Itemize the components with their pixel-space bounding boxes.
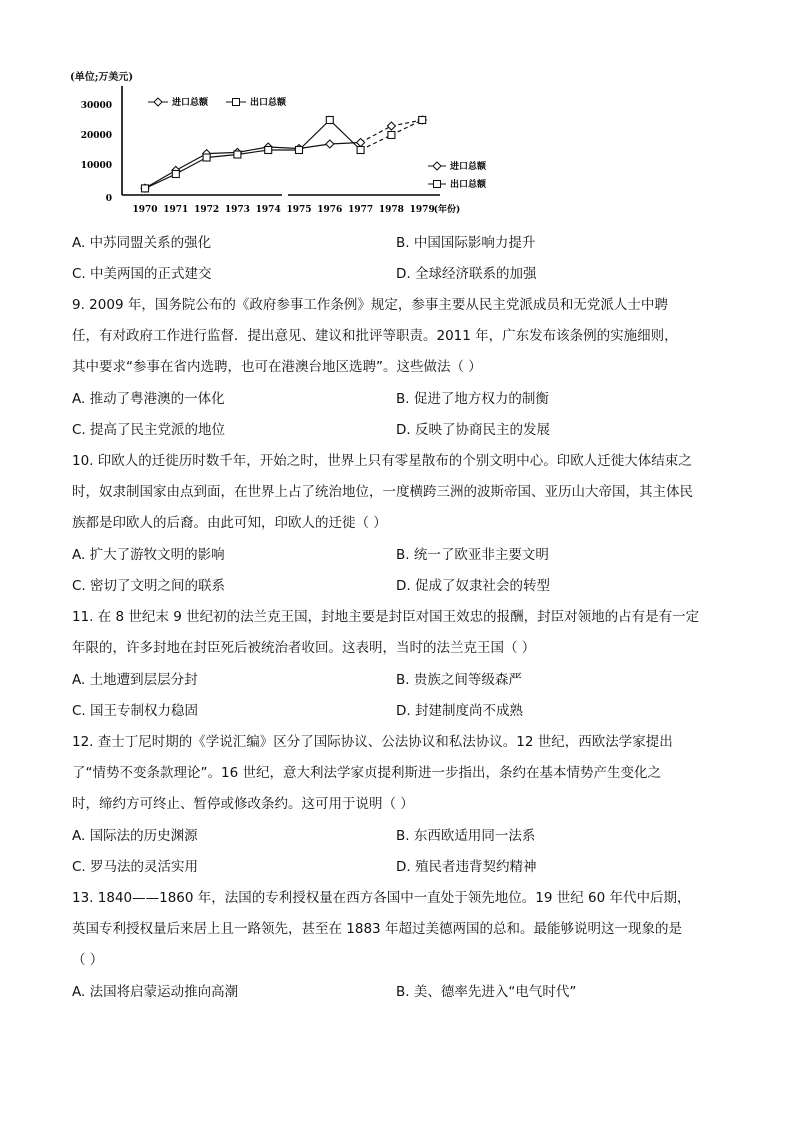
- q10-stem-line-2: 时，奴隶制国家由点到面，在世界上占了统治地位，一度横跨三洲的波斯帝国、亚历山大帝国，其主体民: [72, 484, 693, 500]
- import-data-point: [357, 139, 365, 147]
- x-tick-label: 1974: [255, 205, 281, 215]
- legend-export-marker: [233, 99, 240, 106]
- q8-option-c: C. 中美两国的正式建交: [72, 266, 212, 282]
- legend-right-import: 进口总额: [450, 162, 487, 172]
- series-line-segment: [145, 170, 176, 188]
- series-line-segment: [207, 152, 238, 153]
- export-data-point: [388, 132, 395, 139]
- series-line-segment: [145, 174, 176, 188]
- q10-stem-line-3: 族都是印欧人的后裔。由此可知，印欧人的迁徙（ ）: [72, 515, 387, 531]
- q9-option-c: C. 提高了民主党派的地位: [72, 422, 226, 438]
- q11-option-d: D. 封建制度尚不成熟: [396, 703, 523, 719]
- series-line-segment: [299, 120, 330, 150]
- q11-option-b: B. 贵族之间等级森严: [396, 672, 522, 688]
- x-tick-label: 1972: [194, 205, 220, 215]
- export-data-point: [172, 171, 179, 178]
- export-data-point: [142, 185, 149, 192]
- series-line-segment: [237, 147, 268, 152]
- x-tick-label: 1977: [348, 205, 374, 215]
- series-line-segment: [176, 154, 207, 171]
- x-tick-label: 1970: [132, 205, 158, 215]
- export-data-point: [234, 151, 241, 158]
- q12-stem-line-2: 了“情势不变条款理论”。16 世纪，意大利法学家贞提利斯进一步指出，条约在基本情势产生变化之: [72, 765, 661, 781]
- q8-option-b: B. 中国国际影响力提升: [396, 235, 536, 251]
- import-data-point: [326, 140, 334, 148]
- q11-option-c: C. 国王专制权力稳固: [72, 703, 199, 719]
- q12-option-a: A. 国际法的历史渊源: [72, 828, 198, 844]
- q13-stem-line-1: 13. 1840——1860 年，法国的专利授权量在西方各国中一直处于领先地位。19 世纪 60 年代中后期，: [72, 890, 691, 906]
- legend-right-export: 出口总额: [450, 180, 487, 190]
- series-line-segment: [330, 143, 361, 145]
- x-tick-label: 1979: [409, 205, 435, 215]
- series-line-segment: [176, 158, 207, 175]
- q8-option-d: D. 全球经济联系的加强: [396, 266, 537, 282]
- export-data-point: [357, 147, 364, 154]
- y-tick-label: 0: [105, 194, 112, 204]
- x-tick-label: 1978: [378, 205, 404, 215]
- series-line-segment: [268, 147, 299, 149]
- q12-option-c: C. 罗马法的灵活实用: [72, 859, 199, 875]
- legend-export-marker: [434, 181, 441, 188]
- series-line-segment: [207, 155, 238, 158]
- legend-import-marker: [154, 98, 162, 106]
- q10-stem-line-1: 10. 印欧人的迁徙历时数千年，开始之时，世界上只有零星散布的个别文明中心。印欧人迁徙大体结束之: [72, 453, 692, 469]
- x-tick-label: 1973: [224, 205, 250, 215]
- q12-option-b: B. 东西欧适用同一法系: [396, 828, 536, 844]
- q9-option-d: D. 反映了协商民主的发展: [396, 422, 550, 438]
- legend-top-import: 进口总额: [172, 98, 209, 108]
- q13-stem-line-3: （ ）: [72, 952, 104, 968]
- y-tick-label: 10000: [80, 161, 112, 171]
- chart-unit-label: (单位;万美元): [70, 72, 134, 83]
- q10-option-a: A. 扩大了游牧文明的影响: [72, 547, 225, 563]
- q11-stem-line-2: 年限的，许多封地在封臣死后被统治者收回。这表明，当时的法兰克王国（ ）: [72, 640, 536, 656]
- q9-option-b: B. 促进了地方权力的制衡: [396, 391, 549, 407]
- trade-line-chart: [0, 0, 794, 230]
- export-data-point: [203, 154, 210, 161]
- q8-option-a: A. 中苏同盟关系的强化: [72, 235, 212, 251]
- x-tick-label: 1971: [163, 205, 189, 215]
- export-data-point: [326, 117, 333, 124]
- q9-stem-line-1: 9. 2009 年，国务院公布的《政府参事工作条例》规定，参事主要从民主党派成员和无党派人士中聘: [72, 297, 668, 313]
- q12-option-d: D. 殖民者违背契约精神: [396, 859, 537, 875]
- series-line-segment: [391, 120, 422, 126]
- q12-stem-line-3: 时，缔约方可终止、暂停或修改条约。这可用于说明（ ）: [72, 796, 414, 812]
- q10-option-b: B. 统一了欧亚非主要文明: [396, 547, 549, 563]
- export-data-point: [419, 117, 426, 124]
- import-data-point: [387, 122, 395, 130]
- q10-option-d: D. 促成了奴隶社会的转型: [396, 578, 550, 594]
- q13-stem-line-2: 英国专利授权量后来居上且一路领先，甚至在 1883 年超过美德两国的总和。最能够说明这一现象的是: [72, 921, 682, 937]
- legend-top-export: 出口总额: [250, 98, 287, 108]
- y-tick-label: 20000: [80, 131, 112, 141]
- q9-stem-line-3: 其中要求“参事在省内选聘，也可在港澳台地区选聘”。这些做法（ ）: [72, 359, 482, 375]
- q9-stem-line-2: 任，有对政府工作进行监督．提出意见、建议和批评等职责。2011 年，广东发布该条例的实施细则，: [72, 328, 678, 344]
- q13-option-b: B. 美、德率先进入“电气时代”: [396, 984, 577, 1000]
- export-data-point: [265, 147, 272, 154]
- series-line-segment: [361, 126, 392, 143]
- q12-stem-line-1: 12. 查士丁尼时期的《学说汇编》区分了国际协议、公法协议和私法协议。12 世纪，西欧法学家提出: [72, 734, 673, 750]
- x-tick-label: 1976: [317, 205, 343, 215]
- q9-option-a: A. 推动了粤港澳的一体化: [72, 391, 225, 407]
- series-line-segment: [330, 120, 361, 150]
- q11-stem-line-1: 11. 在 8 世纪末 9 世纪初的法兰克王国，封地主要是封臣对国王效忠的报酬，封臣对领地的占有是有一定: [72, 609, 700, 625]
- legend-import-marker: [433, 162, 441, 170]
- x-tick-label: 1975: [286, 205, 312, 215]
- x-axis-suffix: (年份): [433, 205, 461, 215]
- export-data-point: [296, 147, 303, 154]
- y-tick-label: 30000: [80, 101, 112, 111]
- q11-option-a: A. 土地遭到层层分封: [72, 672, 198, 688]
- q10-option-c: C. 密切了文明之间的联系: [72, 578, 226, 594]
- q13-option-a: A. 法国将启蒙运动推向高潮: [72, 984, 239, 1000]
- series-line-segment: [391, 120, 422, 135]
